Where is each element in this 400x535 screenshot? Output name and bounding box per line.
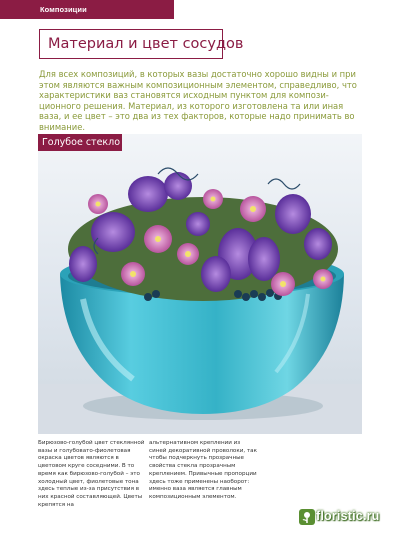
vase-illustration [38,134,362,434]
vase-photo [38,134,362,434]
intro-paragraph: Для всех композиций, в которых вазы достаточно хорошо видны и при этом являются важным композиционным элементом, справедливо, что характеристики ваз становятся исходным пунктом для компози-ционного решения. Материал, из которого изготовлена та или иная ваза, и ее цвет – это два из тех факторов, которые надо принимать во внимание. [39,69,357,132]
title-box [39,29,244,59]
flower-logo-icon [298,508,316,526]
watermark-text: floristic.ru [316,509,380,523]
photo-label: Голубое стекло [42,137,121,148]
photo-label-tag [38,134,122,151]
caption-left-column: Бирюзово-голубой цвет стеклянной вазы и голубовато-фиолетовая окраска цветов являются в цветовом круге соседними. В то время как бирюзово-голубой – это холодный цвет, фиолетовые тона здесь теплые из-за присутствия в них красной составляющей. Цветы крепятся на [38,440,145,508]
section-label: Композиции [40,5,87,14]
section-tab [0,0,174,19]
watermark [298,508,390,528]
caption-right-column: альтернативном креплении из синей декоративной проволоки, так чтобы подчеркнуть прозрачные свойства стекла прозрачным креплением. Привычные пропорции здесь тоже применены наоборот: именно ваза является главным композиционным элементом. [149,440,257,500]
page-title: Материал и цвет сосудов [48,36,244,52]
